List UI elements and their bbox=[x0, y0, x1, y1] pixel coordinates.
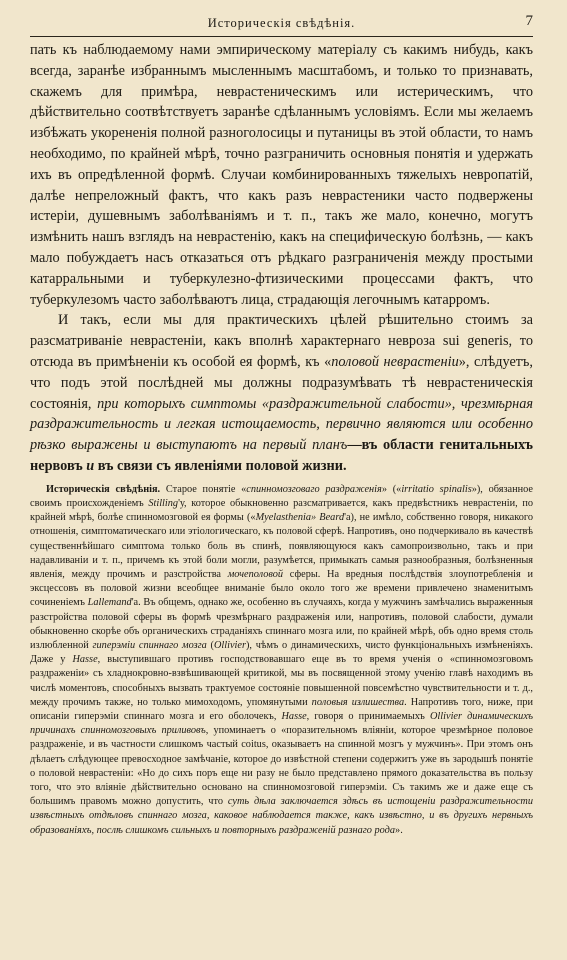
running-title: Историческія свѣдѣнія. bbox=[207, 16, 356, 30]
paragraph-definition bbox=[30, 310, 533, 476]
note-italic: Ollivier bbox=[213, 639, 246, 651]
historical-note bbox=[30, 483, 533, 838]
note-run: Старое понятіе « bbox=[160, 483, 247, 495]
note-run: 'а. Въ общемъ, однако же, особенно въ случаяхъ, когда у мужчинъ замѣчались выраженныя разстройства половой сферы въ формѣ чрезмѣрнаго раздраженія или, напротивъ, половой слабости, думали обыкновенно скорѣе объ органическихъ страданіяхъ спиннаго мозга или, по крайней мѣрѣ, объ одно время столь излюбленной bbox=[30, 597, 533, 651]
note-run: ». bbox=[395, 824, 403, 836]
bold-run: —въ области генитальныхъ нервовъ bbox=[30, 437, 533, 474]
note-italic: половыя излишества bbox=[311, 696, 405, 708]
note-italic: irritatio spinalis bbox=[401, 483, 472, 495]
note-run: 'у, которое обыкновенно разсматривается, какъ предвѣстникъ неврастеніи, по крайней мѣрѣ, болѣе спинномозговой ея формы (« bbox=[30, 497, 533, 524]
note-run: . Напротивъ того, ниже, при описаніи гиперэміи спиннаго мозга и его оболочекъ, bbox=[30, 696, 534, 722]
text-run: И такъ, если мы для практическихъ цѣлей рѣшительно стоимъ за разсматриваніе неврастеніи, какъ вполнѣ характернаго невроза sui generis, то отсюда въ примѣненіи къ особой ея формѣ, къ « bbox=[30, 312, 533, 370]
note-italic: Lallemand bbox=[87, 597, 132, 609]
note-heading: Историческія свѣдѣнія. bbox=[46, 483, 161, 495]
note-italic: спинномозговаго раздраженія bbox=[246, 483, 382, 495]
note-run: , упоминаетъ о «поразительномъ вліяніи, которое чрезмѣрное половое раздраженіе, и въ частности слишкомъ частый coitus, оказываетъ на спинной мозгъ у мужчинъ». При этомъ онъ дѣлаетъ слѣдующее превосходное замѣчаніе, которое до извѣстной степени содержитъ уже въ зародышѣ понятіе о половой неврастеніи: «Но до сихъ поръ еще ни разу не было представлено прямого доказательства въ пользу того, что это вліяніе дѣйствительно основано на спинномозговой гиперэміи. Съ такимъ же и даже еще съ большимъ правомъ можно допустить, что bbox=[30, 725, 533, 808]
main-text bbox=[30, 40, 533, 477]
page-number: 7 bbox=[525, 13, 533, 29]
note-run: 'а), не имѣло, собственно говоря, никакого отношенія, симптоматическаго или этіологическаго, къ половой сферѣ. Напротивъ, оно подчеркивало въ качествѣ существеннѣйшаго симптома только боль въ спинѣ, появляющуюся какъ самопроизвольно, такъ и при надавливаніи и т. п., причемъ къ этой боли могли, разумѣется, примыкать самыя разнообразныя, болѣзненныя явленія, между прочимъ и разстройства bbox=[30, 512, 533, 580]
note-run: ( bbox=[206, 639, 214, 651]
note-run: »), обязанное своимъ происхожденіемъ bbox=[30, 483, 533, 509]
note-run: , выступившаго противъ господствовавшаго еще въ то время ученія о «спинномозговомъ раздраженіи» съ хладнокровно-взвѣшивающей критикой, мы въ посвященной этому ученію главѣ находимъ въ числѣ моментовъ, способныхъ вызвать трактуемое состояніе повышенной повсемѣстно чувствительности и т. д., между прочимъ также, но только мимоходомъ, упомянутыми bbox=[30, 654, 533, 708]
header-rule bbox=[30, 36, 533, 37]
note-italic: мочеполовой bbox=[227, 568, 284, 580]
note-italic: Stilling bbox=[148, 497, 179, 509]
note-run: » (« bbox=[381, 483, 402, 495]
paragraph-continuation bbox=[30, 40, 533, 310]
text-run: », слѣдуетъ, что подъ этой послѣдней мы должны подразумѣвать тѣ неврастеническія состоянія, bbox=[30, 353, 534, 412]
note-italic: Hasse bbox=[281, 710, 307, 722]
bold-italic-run: и bbox=[86, 457, 95, 474]
running-header bbox=[30, 0, 533, 40]
note-italic: гиперэміи спиннаго мозга bbox=[92, 639, 207, 651]
note-run: , говоря о принимаемыхъ bbox=[306, 710, 430, 722]
note-run: сферы. На вредныя послѣдствія злоупотребленія и эксцессовъ въ половой жизни всеобщее вниманіе было около того же времени привлечено знаменитымъ сочиненіемъ bbox=[30, 568, 533, 609]
italic-term: половой неврастеніи bbox=[331, 353, 459, 370]
note-run: ), чѣмъ о динамическихъ, чисто функціональныхъ измѣненіяхъ. Даже у bbox=[30, 639, 533, 666]
note-italic: Hasse bbox=[72, 654, 98, 666]
note-italic: суть дѣла заключается здѣсь въ истощеніи раздражительности извѣстныхъ отдѣловъ спиннаго мозга, каковое наблюдается также, какъ извѣстно, и въ другихъ нервныхъ образованіяхъ, послѣ слишкомъ сильныхъ и повторныхъ раздраженій разнаго рода bbox=[30, 796, 533, 836]
paragraph-1-text: пать къ наблюдаемому нами эмпирическому матеріалу съ какимъ нибудь, какъ всегда, заранѣе избраннымъ мысленнымъ масштабомъ, и только то признавать, скажемъ для примѣра, неврастеническимъ или истерическимъ, что дѣйствительно соотвѣтствуетъ заранѣе сдѣланнымъ условіямъ. Если мы желаемъ избѣжать укорененія полной разноголосицы и путаницы въ этой области, то намъ необходимо, по крайней мѣрѣ, точно разграничить основныя понятія и удержать ихъ въ опредѣленной формѣ. Случаи комбинированныхъ тяжелыхъ невропатій, далѣе непреложный фактъ, что какъ разъ неврастеники часто подвержены истеріи, душевнымъ заболѣваніямъ и т. п., такъ же мало, конечно, могутъ измѣнить нашъ взглядъ на неврастенію, какъ на специфическую болѣзнь, — какъ мало побуждаетъ насъ отказаться отъ рѣдкаго разграниченія между простыми катарральными и туберкулезно-фтизическими процессами фактъ, что туберкулезомъ часто заболѣваютъ лица, страдающія легочнымъ катарромъ. bbox=[30, 42, 533, 308]
note-italic: Myelasthenia» Beard bbox=[255, 512, 345, 524]
note-italic: Ollivier динамическихъ причинахъ спинномозговыхъ приливовъ bbox=[30, 710, 533, 737]
bold-run: въ связи съ явленіями половой жизни. bbox=[94, 457, 347, 474]
italic-definition: при которыхъ симптомы «раздражительной слабости», чрезмѣрная раздражительность и легкая истощаемость, первично являются или особенно рѣзко выражены и выступаютъ на первый планъ bbox=[30, 395, 533, 454]
